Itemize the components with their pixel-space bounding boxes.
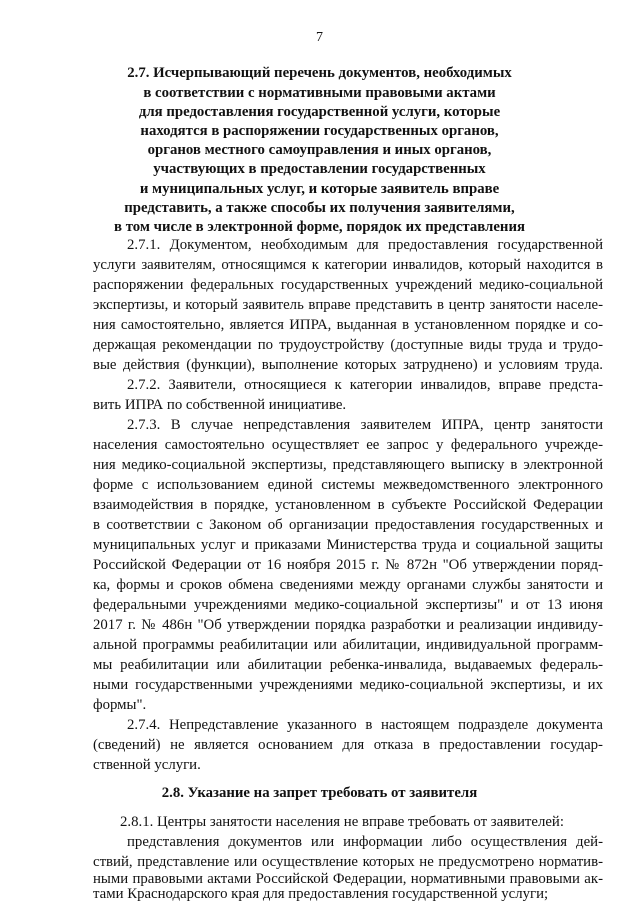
text-line: форме с использованием единой системы межведомственного электронного bbox=[93, 477, 603, 493]
heading-line: и муниципальных услуг, и которые заявитель вправе bbox=[139, 181, 500, 197]
heading-line: находятся в распоряжении государственных органов, bbox=[140, 123, 499, 139]
text-line: населения самостоятельно осуществляет ее запрос у федерального учрежде- bbox=[93, 437, 603, 453]
text-line: ния медико-социальной экспертизы, представляющего выписку в электронной bbox=[93, 457, 603, 473]
text-line: тами Краснодарского края для предоставления государственной услуги; bbox=[93, 886, 549, 902]
text-line: распоряжении федеральных государственных учреждений медико-социальной bbox=[93, 277, 603, 293]
text-line: формы". bbox=[93, 697, 147, 713]
text-line: федеральными учреждениями медико-социальной экспертизы" и от 13 июня bbox=[93, 597, 603, 613]
text-line: муниципальных услуг и приказами Министерства труда и социальной защиты bbox=[93, 537, 603, 553]
text-line: 2.7.3. В случае непредставления заявителем ИПРА, центр занятости bbox=[127, 417, 603, 433]
text-line: альной программы реабилитации или абилитации, индивидуальной программ- bbox=[93, 637, 603, 653]
text-line: ствий, представление или осуществление которых не предусмотрено норматив- bbox=[93, 854, 603, 870]
text-line: держащая рекомендации по трудоустройству (доступные виды труда и трудо- bbox=[93, 337, 603, 353]
text-line: в соответствии с Законом об организации предоставления государственных и bbox=[93, 517, 603, 533]
heading-line: в том числе в электронной форме, порядок их представления bbox=[114, 219, 525, 235]
text-line: услуги заявителям, относящимся к категории инвалидов, который находится в bbox=[93, 257, 603, 273]
text-line: ными правовыми актами Российской Федерации, нормативными правовыми ак- bbox=[93, 871, 603, 887]
text-line: 2.7.4. Непредставление указанного в настоящем подразделе документа bbox=[127, 717, 603, 733]
heading-line: 2.7. Исчерпывающий перечень документов, необходимых bbox=[127, 65, 512, 81]
text-line: 2.8.1. Центры занятости населения не вправе требовать от заявителей: bbox=[120, 814, 564, 830]
text-line: (сведений) не является основанием для отказа в предоставлении государ- bbox=[93, 737, 603, 753]
section-2-8-heading: 2.8. Указание на запрет требовать от заявителя bbox=[161, 785, 478, 801]
text-line: представления документов или информации либо осуществления дей- bbox=[127, 834, 603, 850]
text-line: ка, формы и сроков обмена сведениями между органами службы занятости и bbox=[93, 577, 603, 593]
text-line: вить ИПРА по собственной инициативе. bbox=[93, 397, 347, 413]
text-line: 2.7.2. Заявители, относящиеся к категории инвалидов, вправе предста- bbox=[127, 377, 603, 393]
text-line: взаимодействия в порядке, установленном в субъекте Российской Федерации bbox=[93, 497, 603, 513]
heading-line: представить, а также способы их получения заявителями, bbox=[124, 200, 515, 216]
heading-line: органов местного самоуправления и иных органов, bbox=[147, 142, 492, 158]
heading-line: участвующих в предоставлении государственных bbox=[153, 161, 486, 177]
text-line: Российской Федерации от 16 ноября 2015 г. № 872н "Об утверждении поряд- bbox=[93, 557, 603, 573]
text-line: 2017 г. № 486н "Об утверждении порядка разработки и реализации индивиду- bbox=[93, 617, 603, 633]
text-line: ными государственными учреждениями медико-социальной экспертизы, и их bbox=[93, 677, 603, 693]
page-number: 7 bbox=[316, 30, 323, 45]
text-line: 2.7.1. Документом, необходимым для предоставления государственной bbox=[127, 237, 603, 253]
text-line: ния самостоятельно, является ИПРА, выданная в установленном порядке и со- bbox=[93, 317, 603, 333]
heading-line: в соответствии с нормативными правовыми актами bbox=[143, 85, 496, 101]
text-line: вые действия (функции), выполнение которых затруднено) и условиям труда. bbox=[93, 357, 603, 373]
text-line: экспертизы, и который заявитель вправе представить в центр занятости населе- bbox=[93, 297, 603, 313]
text-line: ственной услуги. bbox=[93, 757, 201, 773]
text-line: мы реабилитации или абилитации ребенка-инвалида, выдаваемых федераль- bbox=[93, 657, 603, 673]
heading-line: для предоставления государственной услуги, которые bbox=[138, 104, 501, 120]
